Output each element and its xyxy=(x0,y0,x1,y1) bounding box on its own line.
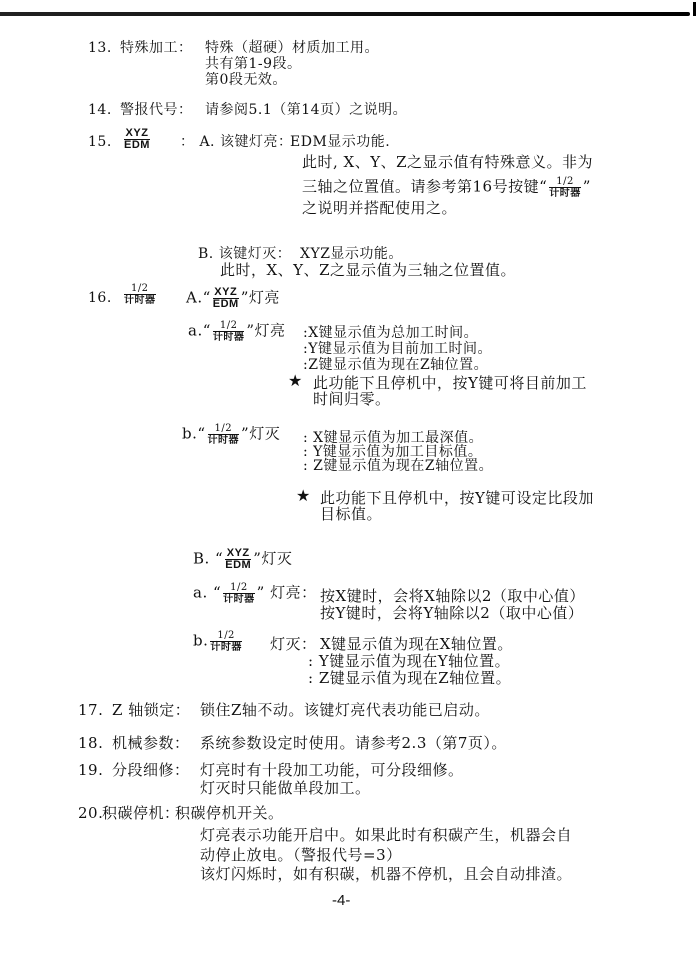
item-16-A-a-note: 此功能下且停机中，按Y键可将目前加工 xyxy=(313,374,587,392)
half-timer-key-label xyxy=(122,283,158,306)
item-16-B-b-line: : Z键显示值为现在Z轴位置。 xyxy=(308,669,512,687)
item-16-B-a-heading xyxy=(193,582,317,605)
item-16-A-b-line: : Z键显示值为现在Z轴位置。 xyxy=(303,458,494,474)
frac-den: 计时器 xyxy=(223,594,255,605)
item-16-A-b-line: : Y键显示值为加工目标值。 xyxy=(303,444,483,460)
item-16-B-b-heading xyxy=(193,630,244,653)
item-19-line: 灯灭时只能做单段加工。 xyxy=(200,779,371,797)
item-20-line: 该灯闪烁时，如有积碳，机器不停机，且会自动排渣。 xyxy=(200,865,573,883)
item-17-label: Z 轴锁定： xyxy=(112,701,191,719)
item-13-number: 13. xyxy=(88,40,112,56)
text: ”灯灭 xyxy=(253,549,293,568)
text: ”灯亮 xyxy=(240,288,280,307)
item-16-A-heading xyxy=(186,287,280,310)
frac-den: EDM xyxy=(212,298,239,310)
item-15-a-line: 此时, X、Y、Z之显示值有特殊意义。非为 xyxy=(302,153,594,171)
xyz-edm-key-label xyxy=(122,128,152,151)
item-15-a-prefix: ： A. 该键灯亮： xyxy=(180,134,293,150)
text: a. “ xyxy=(193,583,222,602)
frac-num: 1/2 xyxy=(124,283,156,295)
item-13-line: 第0段无效。 xyxy=(205,72,287,88)
item-16-A-b-note: 此功能下且停机中，按Y键可设定比段加 xyxy=(320,489,594,507)
item-19-line: 灯亮时有十段加工功能，可分段细修。 xyxy=(200,761,464,779)
page-top-border xyxy=(0,12,690,16)
frac-den: 计时器 xyxy=(210,642,242,653)
item-15-a-line xyxy=(302,176,591,199)
item-16-A-b-line: : X键显示值为加工最深值。 xyxy=(303,430,484,446)
text: ” 灯亮： xyxy=(256,583,317,602)
item-16-B-heading xyxy=(193,548,292,571)
item-16-B-b-line: : Y键显示值为现在Y轴位置。 xyxy=(308,652,511,670)
text: 三轴之位置值。请参考第16号按键“ xyxy=(302,177,548,196)
item-20-line: 灯亮表示功能开启中。如果此时有积碳产生，机器会自 xyxy=(200,826,573,844)
frac-num: XYZ xyxy=(214,286,238,298)
item-16-B-a-line: 按Y键时，会将Y轴除以2（取中心值） xyxy=(320,604,584,622)
text: ”灯亮 xyxy=(246,321,286,340)
item-16-B-b-line: X键显示值为现在X轴位置。 xyxy=(320,635,513,653)
item-16-B-a-line: 按X键时，会将X轴除以2（取中心值） xyxy=(320,587,585,605)
frac-num: 1/2 xyxy=(213,320,245,332)
item-13-line: 共有第1-9段。 xyxy=(205,56,302,72)
text: B. “ xyxy=(193,549,224,568)
item-16-A-b-note: 目标值。 xyxy=(320,505,383,523)
page-number: -4- xyxy=(332,892,351,909)
item-15-a-line: 之说明并搭配使用之。 xyxy=(302,199,458,217)
item-16-A-a-line: :X键显示值为总加工时间。 xyxy=(303,325,479,341)
item-14-label: 警报代号： xyxy=(120,102,193,118)
item-16-A-a-note: 时间归零。 xyxy=(313,390,391,408)
item-16-A-b-heading xyxy=(182,423,280,446)
frac-den: 计时器 xyxy=(212,332,245,343)
item-16-A-a-heading xyxy=(188,320,286,343)
frac-den: 计时器 xyxy=(207,435,240,446)
frac-num: 1/2 xyxy=(223,582,255,594)
item-18-label: 机械参数： xyxy=(112,734,190,752)
text: a.“ xyxy=(188,321,211,340)
item-15-b-line: XYZ显示功能。 xyxy=(300,246,403,262)
frac-num: XYZ xyxy=(226,547,250,559)
item-16-number: 16. xyxy=(88,290,112,306)
item-15-a-line: EDM显示功能. xyxy=(290,134,391,150)
item-13-line: 特殊（超硬）材质加工用。 xyxy=(205,40,379,56)
item-15-b-prefix: B. 该键灯灭： xyxy=(198,246,292,262)
frac-num: 1/2 xyxy=(208,423,240,435)
item-17-number: 17. xyxy=(78,701,104,719)
item-20-line: 动停止放电。（警报代号=3） xyxy=(200,846,402,864)
text: A.“ xyxy=(186,288,211,307)
item-16-A-a-line: :Z键显示值为现在Z轴位置。 xyxy=(303,357,489,373)
frac-den: 计时器 xyxy=(124,295,156,306)
frac-den: 计时器 xyxy=(549,188,581,199)
frac-num: 1/2 xyxy=(210,630,242,642)
item-15-number: 15. xyxy=(88,134,112,150)
item-18-text: 系统参数设定时使用。请参考2.3（第7页）。 xyxy=(200,734,507,752)
item-15-b-line: 此时，X、Y、Z之显示值为三轴之位置值。 xyxy=(220,261,517,279)
item-19-number: 19. xyxy=(78,761,104,779)
frac-den: EDM xyxy=(124,139,150,151)
item-14-number: 14. xyxy=(88,102,112,118)
text: ”灯灭 xyxy=(241,424,281,443)
item-13-label: 特殊加工： xyxy=(120,40,193,56)
item-18-number: 18. xyxy=(78,734,104,752)
item-20-label: 积碳停机： xyxy=(102,804,180,822)
item-16-A-a-line: :Y键显示值为目前加工时间。 xyxy=(303,341,492,357)
item-14-text: 请参阅5.1（第14页）之说明。 xyxy=(205,102,408,118)
text: b. xyxy=(193,631,209,650)
star-icon: ★ xyxy=(288,371,303,390)
item-19-label: 分段细修： xyxy=(112,761,190,779)
text: ” xyxy=(582,177,591,196)
item-17-text: 锁住Z轴不动。该键灯亮代表功能已启动。 xyxy=(200,701,490,719)
item-20-number: 20. xyxy=(78,804,104,822)
star-icon: ★ xyxy=(296,486,311,505)
frac-num: 1/2 xyxy=(549,176,581,188)
item-20-line: 积碳停机开关。 xyxy=(175,804,284,822)
frac-den: EDM xyxy=(225,559,252,571)
frac-num: XYZ xyxy=(125,127,149,139)
item-16-B-b-suffix: 灯灭： xyxy=(270,635,317,653)
text: b.“ xyxy=(182,424,206,443)
